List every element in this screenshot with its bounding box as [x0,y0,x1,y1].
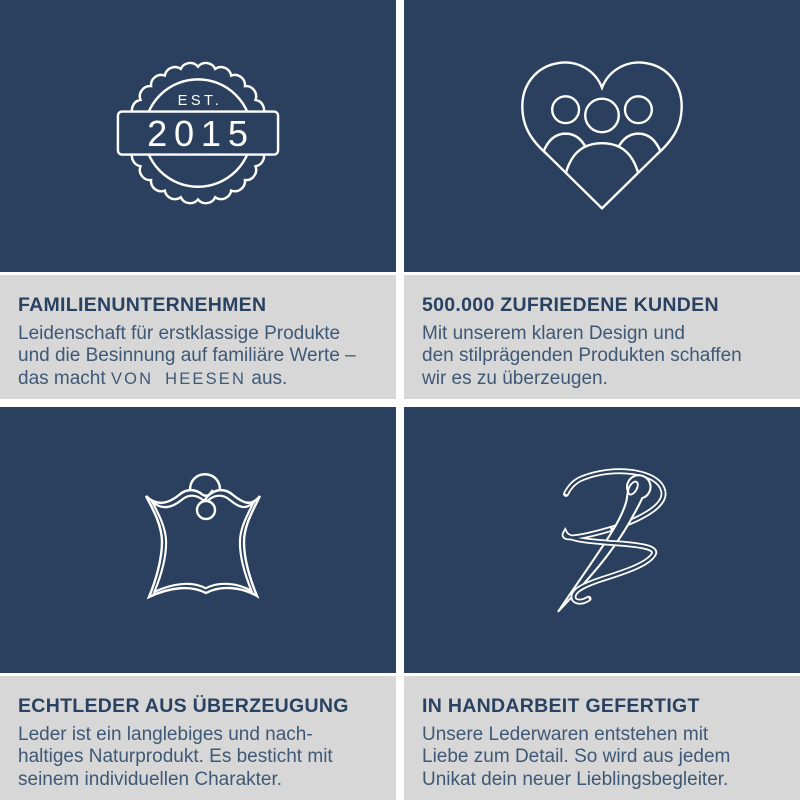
card-body-line: Unsere Lederwaren entstehen mit [422,723,709,745]
card-body-line [18,368,382,391]
card-body-line: Leidenschaft für erstklassige Produkte [18,322,341,344]
brand-name: VON HEESEN [110,369,247,388]
feature-card-customers [404,0,800,399]
card-body-line: Mit unserem klaren Design und [422,322,685,344]
needle-and-thread-icon [535,456,669,624]
feature-card-family [0,0,396,399]
card-body-line: wir es zu überzeugen. [422,367,608,389]
card-body-line: Leder ist ein langlebiges und nach- [18,723,313,745]
feature-card-handmade [404,407,800,800]
card-heading: IN HANDARBEIT GEFERTIGT [422,695,700,717]
center-person-head [585,98,619,132]
feature-card-leather [0,407,396,800]
body-text: das macht [18,367,111,389]
thread-front [565,529,655,602]
icon-panel [404,407,800,673]
card-text [404,676,800,800]
card-heading: ECHTLEDER AUS ÜBERZEUGUNG [18,695,349,717]
card-body-line: Unikat dein neuer Lieblingsbegleiter. [422,768,729,790]
card-body-line: haltiges Naturprodukt. Es besticht mit [18,746,333,768]
tag-ring [197,501,215,519]
card-heading: 500.000 ZUFRIEDENE KUNDEN [422,294,719,316]
left-person-head [552,96,579,123]
card-text [404,275,800,399]
card-body-line: seinem individuellen Charakter. [18,768,283,790]
badge-year-label: 2015 [147,112,255,154]
badge-est-label: EST. [177,92,223,109]
est-2015-badge-icon [110,53,286,219]
icon-panel [404,0,800,272]
card-text [0,275,396,399]
card-text [0,676,396,800]
body-text: aus. [246,367,288,389]
leather-hide-icon [128,460,268,620]
card-heading: FAMILIENUNTERNEHMEN [18,294,267,316]
tag-arch [190,474,220,490]
card-body-line: und die Besinnung auf familiäre Werte – [18,345,356,367]
card-body-line: den stilprägenden Produkten schaffen [422,345,742,367]
right-person-head [625,96,652,123]
family-heart-icon [511,55,693,218]
family-figures [535,96,669,218]
icon-panel [0,407,396,673]
card-body-line: Liebe zum Detail. So wird aus jedem [422,746,731,768]
icon-panel [0,0,396,272]
